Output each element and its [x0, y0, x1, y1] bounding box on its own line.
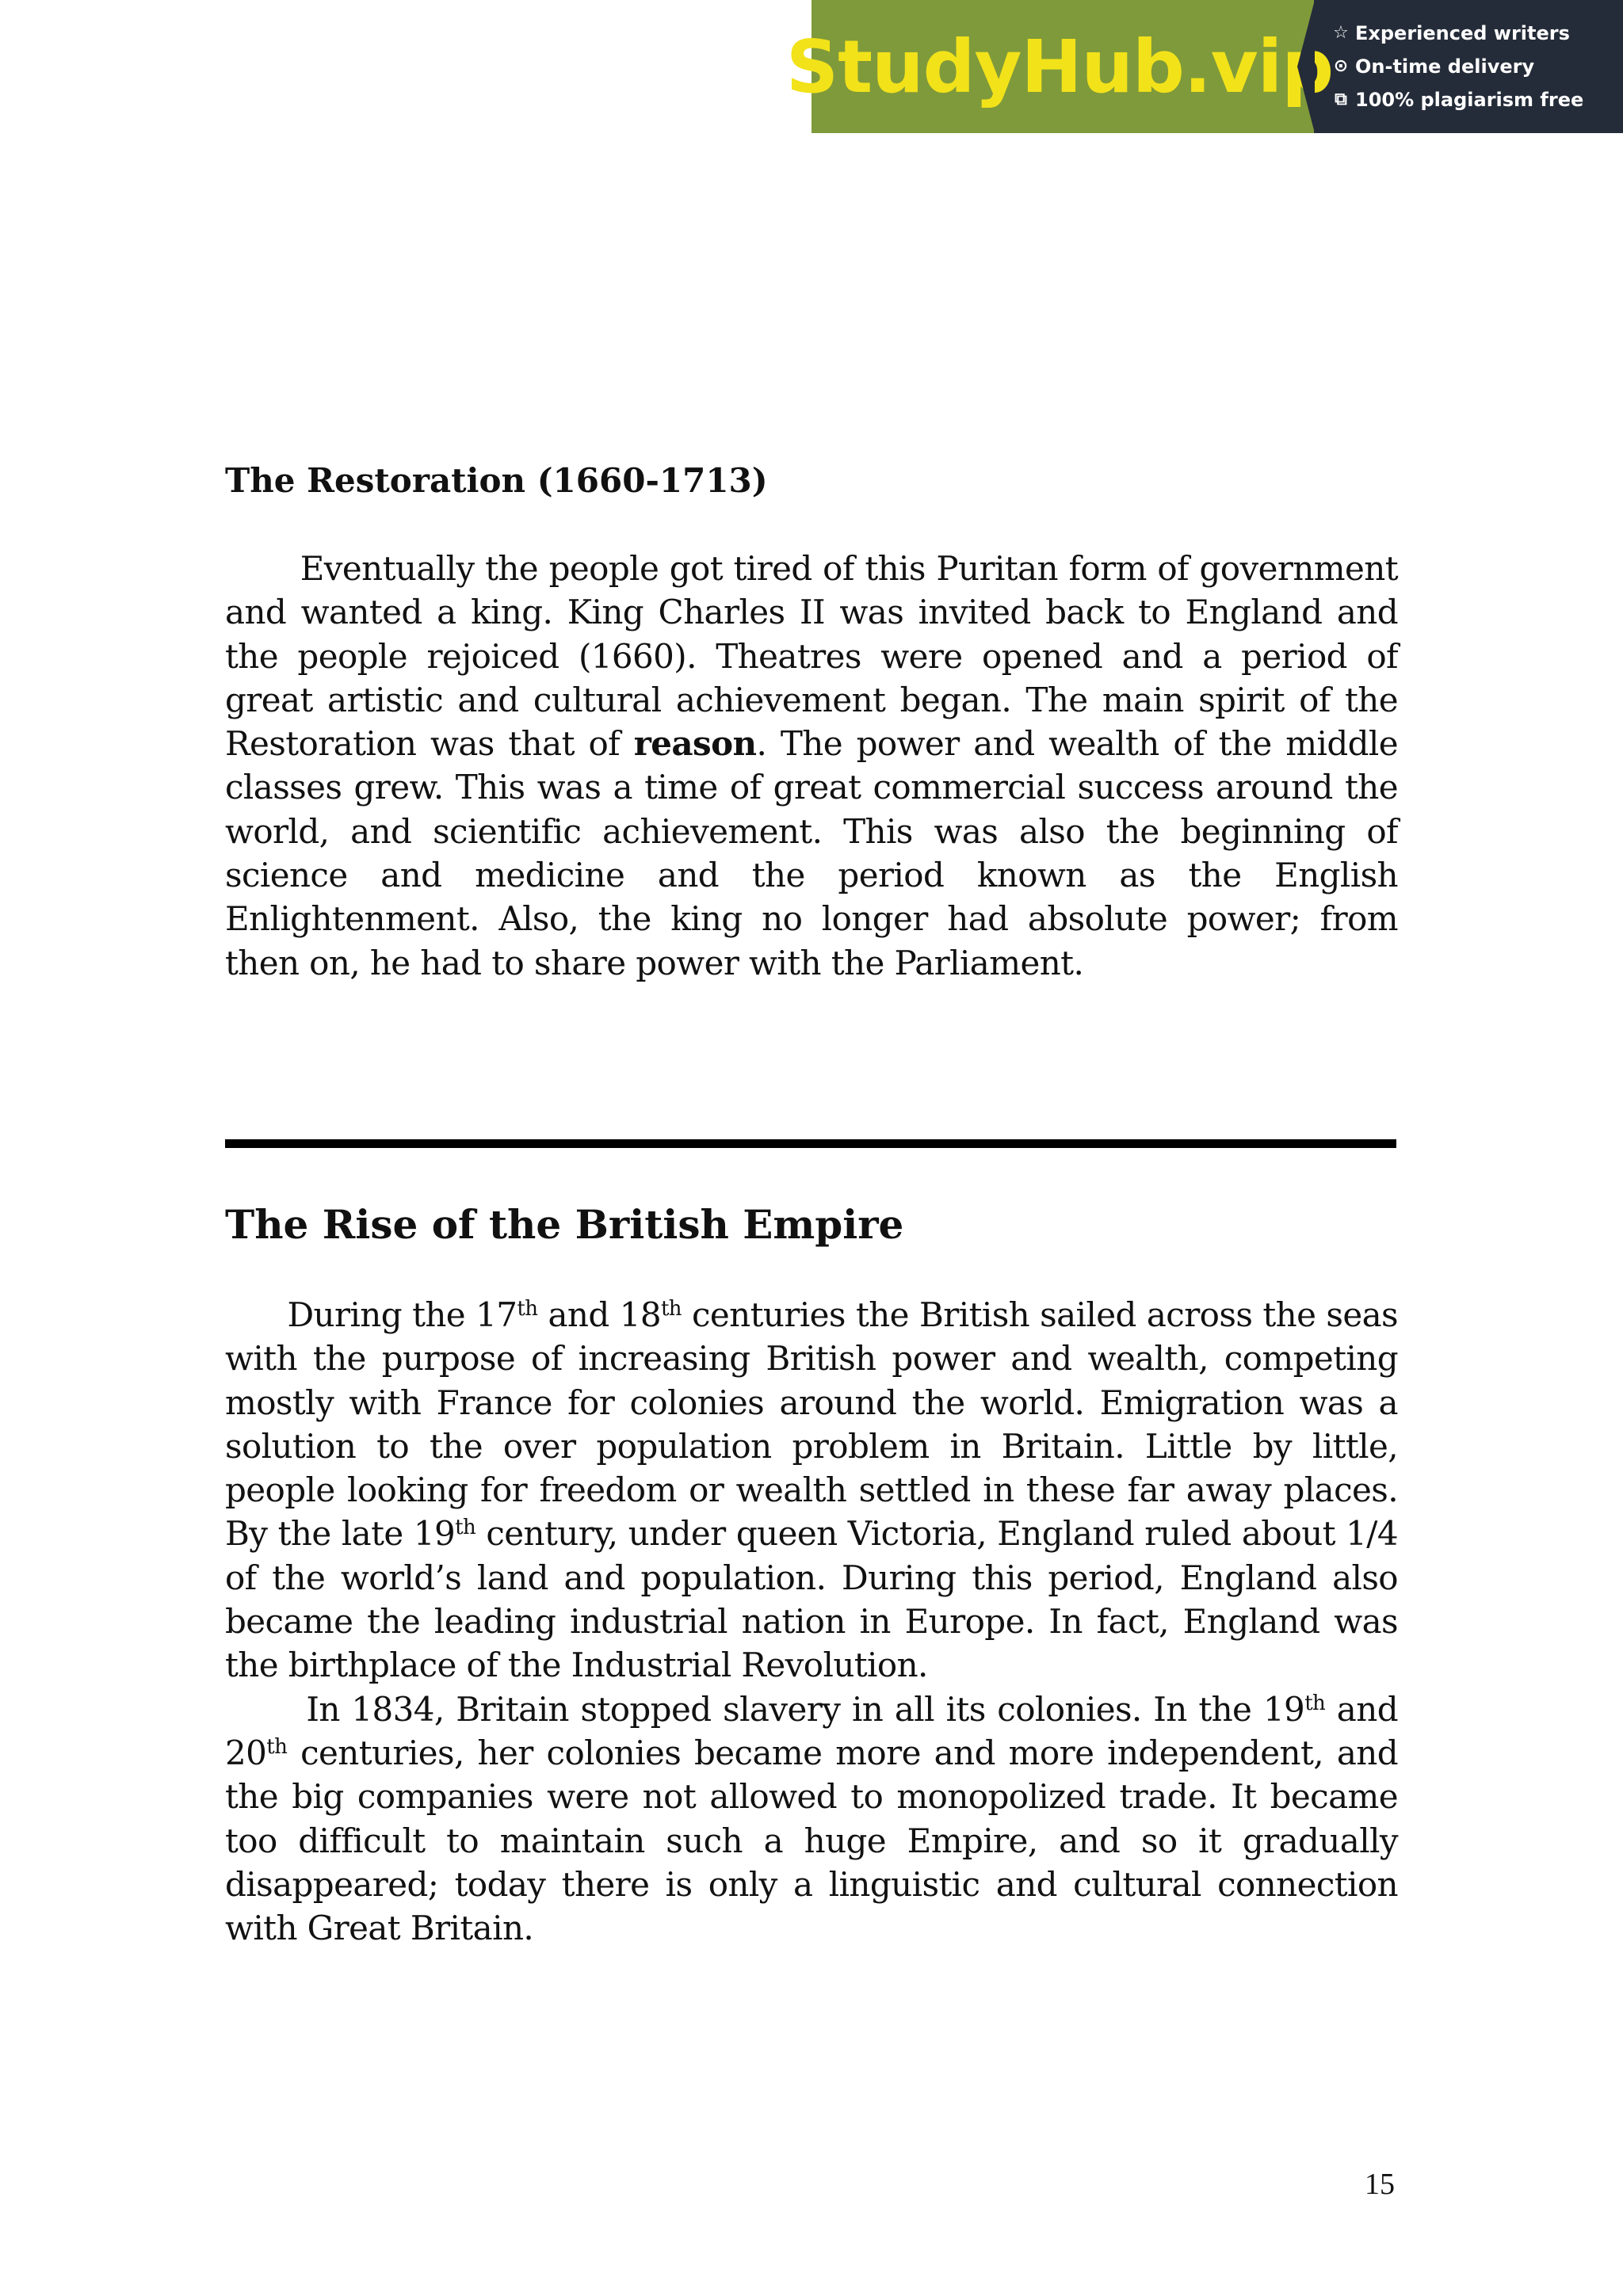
banner-divider-arrow	[1297, 0, 1315, 133]
text-run: centuries the British sailed across the seas with the purpose of increasing British power and wealth, competing mostly with France for colonies around the world. Emigration was a solution to the over population problem in Britain. Little by little, people looking for freedom or wealth settled in these far away places. By the late 19	[225, 1295, 1398, 1554]
studyhub-banner[interactable]	[785, 0, 1623, 133]
paragraph-indent	[225, 1295, 287, 1334]
restoration-section	[225, 461, 1398, 501]
clock-icon: ⊙	[1333, 56, 1349, 76]
text-run: During the 17	[287, 1295, 517, 1334]
empire-section	[225, 1201, 1398, 1249]
banner-features	[1314, 0, 1623, 133]
restoration-bold-term: reason	[633, 724, 757, 764]
copy-icon: ⧉	[1335, 90, 1347, 109]
text-run: and 20	[225, 1689, 1398, 1772]
star-icon: ☆	[1333, 23, 1349, 43]
feature-experienced-writers	[1331, 17, 1623, 50]
brand-name: StudyHub.vip	[785, 24, 1334, 109]
feature-label: 100% plagiarism free	[1355, 89, 1584, 111]
restoration-body	[225, 547, 1398, 985]
ordinal-suffix: th	[1304, 1691, 1326, 1715]
section-divider	[225, 1139, 1396, 1148]
feature-label: Experienced writers	[1355, 22, 1570, 44]
text-run: century, under queen Victoria, England ruled about 1/4 of the world’s land and population. During this period, England also became the leading industrial nation in Europe. In fact, England was the birthplace of the Industrial Revolution.	[225, 1514, 1398, 1685]
ordinal-suffix: th	[517, 1297, 538, 1321]
ordinal-suffix: th	[266, 1734, 288, 1759]
feature-plagiarism-free	[1331, 83, 1623, 116]
text-run: In 1834, Britain stopped slavery in all its colonies. In the 19	[306, 1689, 1305, 1729]
feature-label: On-time delivery	[1355, 55, 1535, 78]
paragraph-indent	[225, 549, 300, 588]
restoration-heading: The Restoration (1660-1713)	[225, 461, 768, 500]
restoration-text-start: Eventually the people got tired of this Puritan form of government and wanted a king. King Charles II was invited back to England and the people rejoiced (1660). Theatres were opened and a period of great artistic and cultural achievement began. The main spirit of the Restoration was that of	[225, 549, 1398, 764]
text-run: centuries, her colonies became more and more independent, and the big companies were not allowed to monopolized trade. It became too difficult to maintain such a huge Empire, and so it gradually disappeared; today there is only a linguistic and cultural connection with Great Britain.	[225, 1733, 1398, 1948]
empire-paragraph-1	[225, 1293, 1398, 1688]
restoration-paragraph	[225, 547, 1398, 985]
empire-body	[225, 1293, 1398, 1950]
restoration-text-end: . The power and wealth of the middle classes grew. This was a time of great commercial success around the world, and scientific achievement. This was also the beginning of science and medicine and the period known as the English Enlightenment. Also, the king no longer had absolute power; from then on, he had to share power with the Parliament.	[225, 724, 1398, 982]
feature-on-time-delivery	[1331, 50, 1623, 83]
ordinal-suffix: th	[455, 1516, 476, 1540]
ordinal-suffix: th	[660, 1297, 682, 1321]
empire-heading: The Rise of the British Empire	[225, 1201, 904, 1248]
empire-paragraph-2	[225, 1688, 1398, 1951]
brand-logo[interactable]	[785, 0, 1334, 133]
text-run: and 18	[537, 1295, 661, 1334]
page-number: 15	[1365, 2168, 1395, 2201]
paragraph-indent	[225, 1690, 306, 1729]
